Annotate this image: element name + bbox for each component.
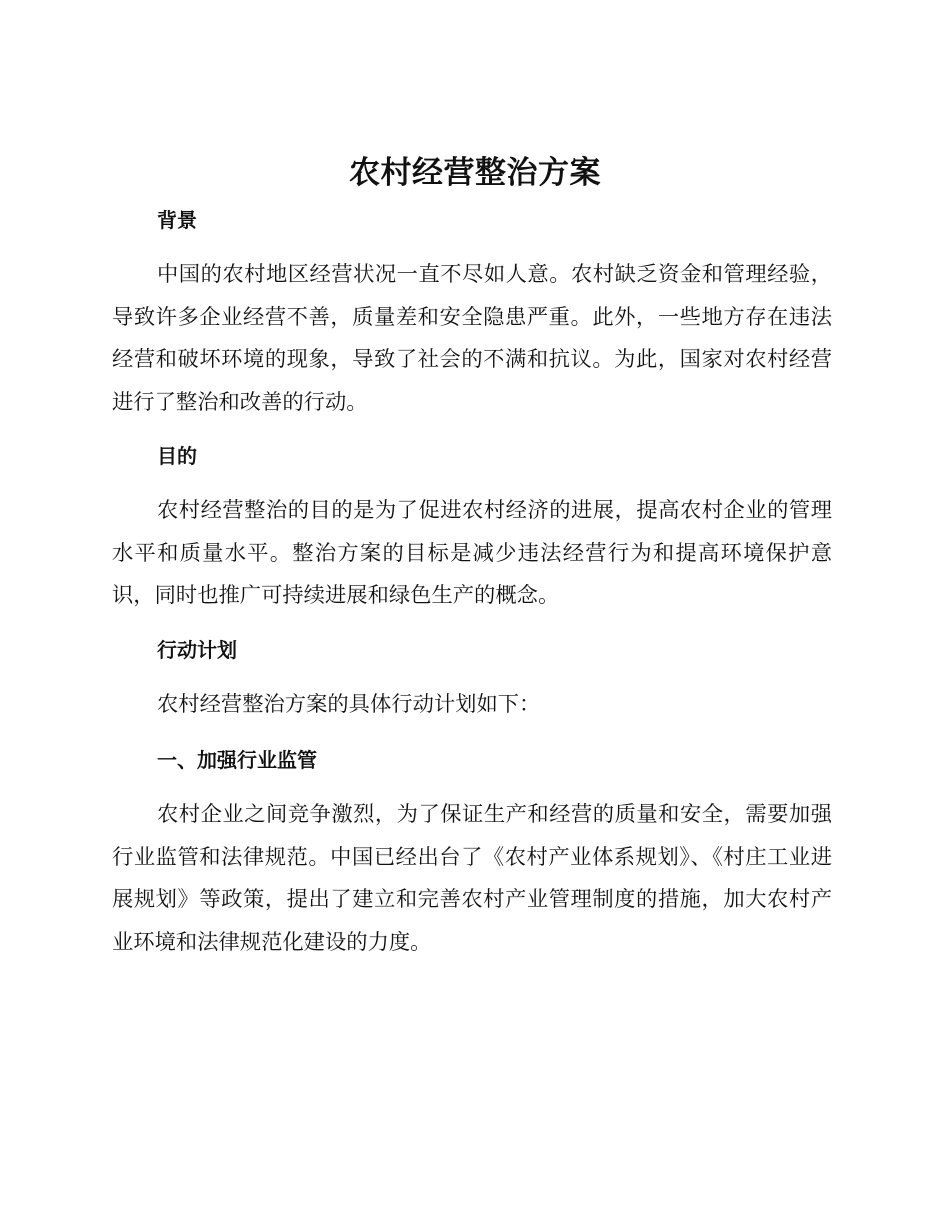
section-heading-background: 背景 xyxy=(157,208,197,232)
section-heading-action-plan: 行动计划 xyxy=(157,638,237,662)
section-heading-industry-supervision: 一、加强行业监管 xyxy=(157,748,317,772)
section-heading-purpose: 目的 xyxy=(157,444,197,468)
section-paragraph-industry-supervision: 农村企业之间竞争激烈，为了保证生产和经营的质量和安全，需要加强行业监管和法律规范。中国已经出台了《农村产业体系规划》、《村庄工业进展规划》等政策，提出了建立和完善农村产业管理制度的措施，加大农村产业环境和法律规范化建设的力度。 xyxy=(112,802,832,955)
section-paragraph-background: 中国的农村地区经营状况一直不尽如人意。农村缺乏资金和管理经验，导致许多企业经营不善，质量差和安全隐患严重。此外，一些地方存在违法经营和破坏环境的现象，导致了社会的不满和抗议。为此，国家对农村经营进行了整治和改善的行动。 xyxy=(112,262,832,415)
document-title: 农村经营整治方案 xyxy=(349,155,601,191)
section-paragraph-action-plan: 农村经营整治方案的具体行动计划如下： xyxy=(157,692,541,717)
section-paragraph-purpose: 农村经营整治的目的是为了促进农村经济的进展，提高农村企业的管理水平和质量水平。整治方案的目标是减少违法经营行为和提高环境保护意识，同时也推广可持续进展和绿色生产的概念。 xyxy=(112,498,832,608)
